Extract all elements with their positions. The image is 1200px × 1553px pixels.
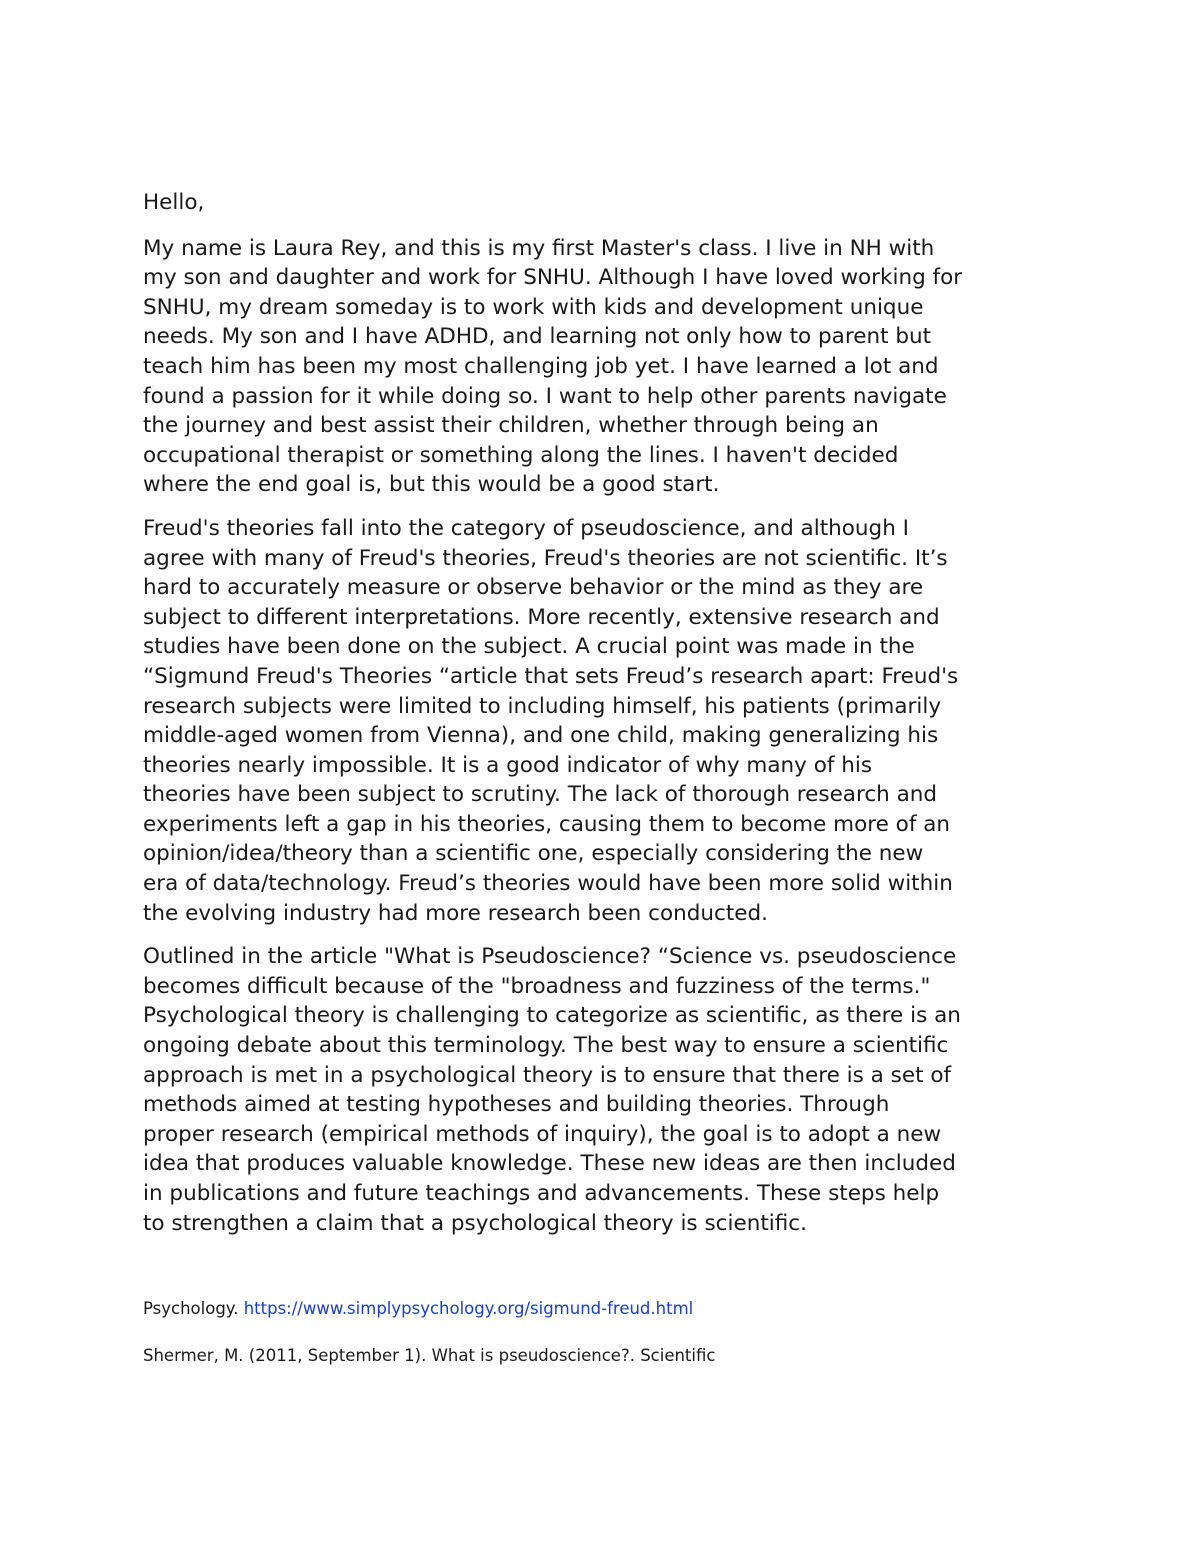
text-line: theories nearly impossible. It is a good indicator of why many of his	[143, 752, 873, 778]
text-line: middle-aged women from Vienna), and one child, making generalizing his	[143, 723, 939, 749]
text-line: research subjects were limited to including himself, his patients (primarily	[143, 693, 942, 719]
reference-link[interactable]: https://www.simplypsychology.org/sigmund-freud.html	[243, 1299, 694, 1318]
text-line: studies have been done on the subject. A crucial point was made in the	[143, 634, 915, 660]
text-line: in publications and future teachings and advancements. These steps help	[143, 1181, 940, 1206]
text-line: ongoing debate about this terminology. The best way to ensure a scientific	[143, 1033, 949, 1059]
paragraph-introduction	[143, 234, 1073, 500]
reference-shermer: Shermer, M. (2011, September 1). What is pseudoscience?. Scientific	[143, 1346, 716, 1365]
text-line: idea that produces valuable knowledge. These new ideas are then included	[143, 1151, 956, 1177]
text-line: Psychological theory is challenging to categorize as scientific, as there is an	[143, 1003, 961, 1029]
text-line: Outlined in the article "What is Pseudoscience? “Science vs. pseudoscience	[143, 944, 957, 970]
document-body	[143, 188, 1073, 1252]
text-line: found a passion for it while doing so. I want to help other parents navigate	[143, 383, 947, 409]
text-line: teach him has been my most challenging job yet. I have learned a lot and	[143, 353, 939, 379]
text-line: Freud's theories fall into the category of pseudoscience, and although I	[143, 515, 909, 541]
text-line: the evolving industry had more research been conducted.	[143, 900, 768, 926]
text-line: occupational therapist or something along the lines. I haven't decided	[143, 442, 899, 468]
text-line: needs. My son and I have ADHD, and learning not only how to parent but	[143, 324, 932, 350]
text-line: proper research (empirical methods of inquiry), the goal is to adopt a new	[143, 1121, 942, 1147]
text-line: my son and daughter and work for SNHU. Although I have loved working for	[143, 265, 963, 291]
references	[143, 1298, 1043, 1392]
text-line: the journey and best assist their children, whether through being an	[143, 413, 879, 439]
text-line: methods aimed at testing hypotheses and building theories. Through	[143, 1092, 890, 1118]
text-line: My name is Laura Rey, and this is my first Master's class. I live in NH with	[143, 235, 935, 261]
text-line: subject to different interpretations. More recently, extensive research and	[143, 604, 940, 630]
text-line: opinion/idea/theory than a scientific one, especially considering the new	[143, 841, 924, 867]
text-line: “Sigmund Freud's Theories “article that sets Freud’s research apart: Freud's	[143, 663, 959, 689]
paragraph-freud	[143, 514, 1073, 928]
greeting: Hello,	[143, 190, 205, 215]
text-line: hard to accurately measure or observe behavior or the mind as they are	[143, 575, 924, 601]
paragraph-pseudoscience	[143, 942, 1073, 1238]
text-line: era of data/technology. Freud’s theories would have been more solid within	[143, 871, 953, 897]
text-line: theories have been subject to scrutiny. The lack of thorough research and	[143, 782, 938, 808]
text-line: where the end goal is, but this would be a good start.	[143, 472, 720, 498]
text-line: agree with many of Freud's theories, Freud's theories are not scientific. It’s	[143, 545, 948, 571]
text-line: becomes difficult because of the "broadness and fuzziness of the terms."	[143, 973, 931, 999]
text-line: to strengthen a claim that a psychological theory is scientific.	[143, 1210, 807, 1236]
text-line: experiments left a gap in his theories, causing them to become more of an	[143, 811, 951, 837]
text-line: SNHU, my dream someday is to work with kids and development unique	[143, 294, 924, 320]
reference-psychology	[143, 1298, 1043, 1320]
text-line: approach is met in a psychological theory is to ensure that there is a set of	[143, 1062, 952, 1088]
reference-prefix: Psychology.	[143, 1299, 244, 1318]
